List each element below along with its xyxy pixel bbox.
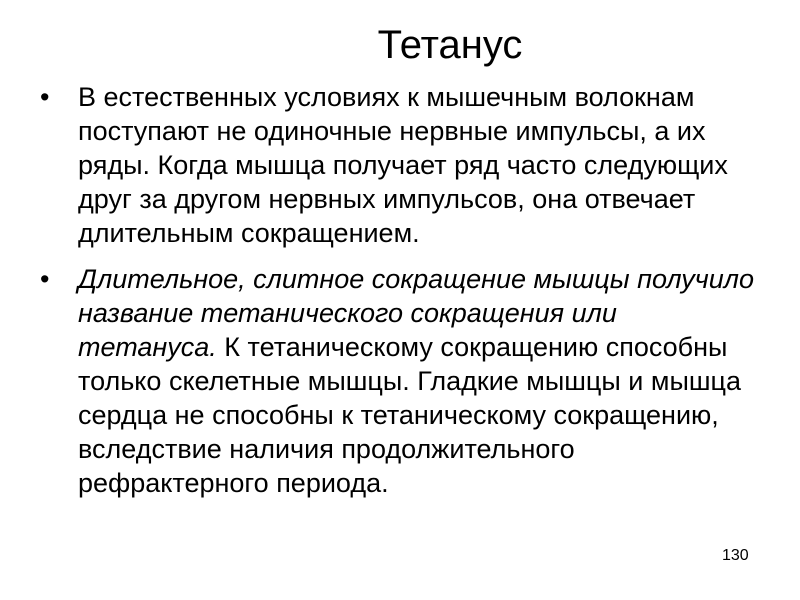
bullet-emphasis-text: Длительное, слитное сокращение мышцы получило название тетанического сокращения или тетануса. bbox=[78, 264, 755, 362]
bullet-dot-icon: • bbox=[40, 82, 50, 112]
bullet-list bbox=[40, 80, 760, 512]
page-number: 130 bbox=[722, 547, 749, 564]
bullet-text: К тетаническому сокращению способны только скелетные мышцы. Гладкие мышцы и мышца сердца не способны к тетаническому сокращению, вследствие наличия продолжительного рефрактерного периода. bbox=[78, 332, 741, 498]
bullet-item-1 bbox=[40, 80, 760, 250]
slide-title: Тетанус bbox=[377, 23, 523, 67]
bullet-item-2 bbox=[40, 262, 760, 500]
bullet-dot-icon: • bbox=[40, 264, 50, 294]
bullet-text: В естественных условиях к мышечным волокнам поступают не одиночные нервные импульсы, а их ряды. Когда мышца получает ряд часто следующих друг за другом нервных импульсов, она отвечает длительным сокращением. bbox=[78, 82, 728, 248]
